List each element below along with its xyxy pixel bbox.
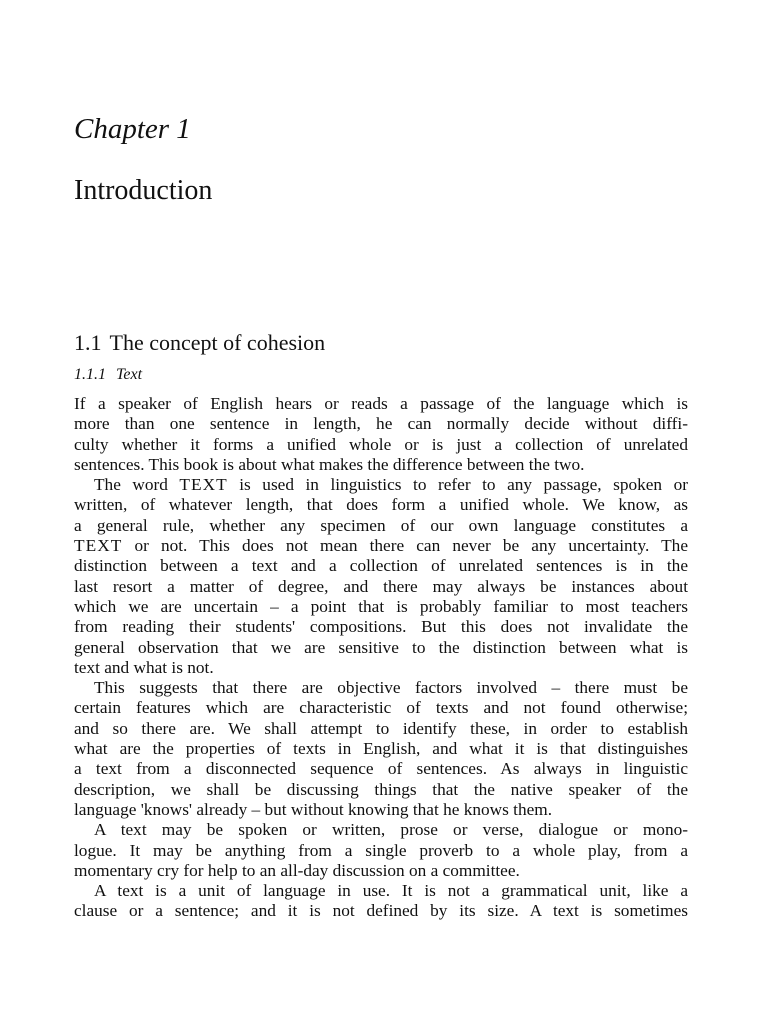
text-line: A text is a unit of language in use. It is not a grammatical unit, like a — [94, 881, 688, 901]
paragraph — [74, 394, 688, 475]
paragraph — [74, 820, 688, 881]
subsection-number: 1.1.1 — [74, 366, 106, 383]
text-line: distinction between a text and a collection of unrelated sentences is in the — [74, 556, 688, 576]
text-line — [74, 536, 688, 556]
text-line: written, of whatever length, that does form a unified whole. We know, as — [74, 495, 688, 515]
paragraph — [74, 678, 688, 820]
body-text — [74, 394, 688, 922]
section-title: The concept of cohesion — [109, 330, 326, 355]
text-line: momentary cry for help to an all-day discussion on a committee. — [74, 860, 520, 880]
section-number: 1.1 — [74, 330, 102, 355]
text-line — [74, 475, 688, 495]
text-line: If a speaker of English hears or reads a passage of the language which is — [74, 394, 688, 413]
paragraph — [74, 475, 688, 678]
text-line: clause or a sentence; and it is not defined by its size. A text is sometimes — [74, 901, 688, 921]
small-caps-term: TEXT — [74, 536, 123, 556]
text-run: The word — [94, 475, 180, 495]
text-run: is used in linguistics to refer to any passage, spoken or — [227, 475, 688, 495]
small-caps-term: TEXT — [179, 475, 228, 495]
text-line: culty whether it forms a unified whole or is just a collection of unrelated — [74, 434, 688, 454]
text-line: sentences. This book is about what makes the difference between the two. — [74, 454, 585, 474]
subsection-heading — [74, 365, 142, 385]
text-line: language 'knows' already – but without knowing that he knows them. — [74, 799, 553, 819]
text-line: what are the properties of texts in English, and what it is that distinguishes — [74, 739, 688, 759]
text-line: logue. It may be anything from a single proverb to a whole play, from a — [74, 840, 688, 860]
text-line: description, we shall be discussing things that the native speaker of the — [74, 779, 688, 799]
text-line: general observation that we are sensitive to the distinction between what is — [74, 637, 688, 657]
text-line: certain features which are characteristic of texts and not found otherwise; — [74, 698, 688, 718]
text-line: This suggests that there are objective factors involved – there must be — [94, 678, 688, 698]
text-run: or not. This does not mean there can never be any uncertainty. The — [122, 536, 688, 556]
text-line: and so there are. We shall attempt to identify these, in order to establish — [74, 718, 688, 738]
text-line: which we are uncertain – a point that is probably familiar to most teachers — [74, 596, 688, 616]
text-line: more than one sentence in length, he can normally decide without diffi- — [74, 414, 688, 434]
text-line: a general rule, whether any specimen of our own language constitutes a — [74, 515, 688, 535]
paragraph — [74, 881, 688, 922]
text-line: a text from a disconnected sequence of sentences. As always in linguistic — [74, 759, 688, 779]
subsection-title: Text — [116, 366, 143, 383]
text-line: from reading their students' compositions. But this does not invalidate the — [74, 617, 688, 637]
text-line: text and what is not. — [74, 657, 214, 677]
text-line: last resort a matter of degree, and there may always be instances about — [74, 576, 688, 596]
text-line: A text may be spoken or written, prose or verse, dialogue or mono- — [94, 820, 688, 840]
chapter-title: Introduction — [74, 175, 213, 206]
section-heading — [74, 330, 325, 356]
chapter-label: Chapter 1 — [74, 113, 191, 145]
